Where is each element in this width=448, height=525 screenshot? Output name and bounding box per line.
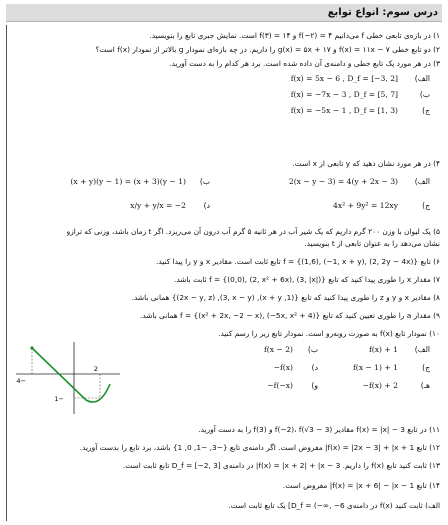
q4-label-a: الف) <box>414 177 430 186</box>
graph-label-x-left: −4 <box>16 377 26 385</box>
q4-label-d: د) <box>203 201 210 210</box>
q10-expr-d: −f(x) <box>273 363 293 372</box>
graph-label-x-right: 2 <box>93 365 98 373</box>
q10-label-e: هـ) <box>420 381 430 390</box>
q4-expr-d: x/y + y/x = −2 <box>130 201 186 210</box>
q10-expr-b: f(x − 2) <box>263 345 293 354</box>
q10-label-c: ج) <box>422 363 430 372</box>
question-11: ۱۱) در تابع f(x) = |x| − 3 مقادیر f(−2)، f(√3 − 3) و f(3) را به دست آورید. <box>198 425 440 434</box>
question-5-cont: نشان می‌دهد را به عنوان تابعی از t بنویسید. <box>304 239 440 248</box>
q10-label-f: و) <box>311 381 318 390</box>
q4-label-c: ج) <box>422 201 430 210</box>
q10-expr-f: −f(−x) <box>267 381 293 390</box>
q10-expr-c: f(x − 1) + 1 <box>352 363 398 372</box>
q10-label-b: ب) <box>307 345 318 354</box>
question-3: ۳) در هر مورد یک تابع خطی و دامنه‌ی آن داده شده است. برد هر کدام را به دست آورید. <box>169 59 440 68</box>
question-14-a: الف) ثابت کنید f(x) در دامنه‌ی D_f = (−∞, −6] یک تابع ثابت است. <box>228 501 440 510</box>
question-6: ۶) تابع f = {(1,6), (−1, x + y), (2, 2y − 4x)} تابع ثابت است. مقادیر x و y را پیدا کنید. <box>156 257 440 266</box>
q3-label-b: ب) <box>419 90 430 99</box>
q10-expr-e: −f(x) + 2 <box>362 381 398 390</box>
q10-expr-a: f(x) + 1 <box>368 345 398 354</box>
question-4: ۴) در هر مورد نشان دهید که y تابعی از x است. <box>292 159 440 168</box>
q4-expr-c: 4x² + 9y² = 12xy <box>333 201 398 210</box>
margin-rule <box>6 25 7 521</box>
graph-curve <box>32 348 110 402</box>
q4-expr-a: 2(x − y − 3) = 4(y + 2x − 3) <box>288 177 398 186</box>
q10-label-a: الف) <box>414 345 430 354</box>
function-graph <box>14 338 124 416</box>
q3-label-a: الف) <box>414 74 430 83</box>
lesson-title: درس سوم: انواع توابع <box>6 4 442 22</box>
question-1: ۱) در بازه‌ی تابعی خطی f می‌دانیم f(−۲) = ۴ و f(۳) = ۱۴ است. نمایش جبری تابع را بنویسید. <box>149 31 440 40</box>
question-13: ۱۳) ثابت کنید تابع f(x) را داریم. f(x) = |x + 2| + |x − 3| در دامنه‌ی D_f = [−2, 3] تابع ثابت است. <box>122 461 440 470</box>
q4-label-b: ب) <box>199 177 210 186</box>
graph-label-y-low: −1 <box>54 395 64 403</box>
q3-expr-b: f(x) = −7x − 3 , D_f = [5, 7] <box>290 90 398 99</box>
q3-expr-c: f(x) = −5x − 1 , D_f = [1, 3) <box>290 106 398 115</box>
q3-expr-a: f(x) = 5x − 6 , D_f = [−3, 2] <box>290 74 398 83</box>
question-7: ۷) مقدار x را طوری پیدا کنید که تابع f = {(0,0), (2, x² + 6x), (3, |x|)} ثابت باشد. <box>174 275 440 284</box>
question-2: ۲) دو تابع خطی f(x) = ۱۱x − ۷ و g(x) = ۵x + ۱۷ را داریم. در چه بازه‌ای نمودار g بالاتر از نمودار f(x) است؟ <box>95 45 440 54</box>
question-12: ۱۲) تابع f(x) = |2x − 3| + |x + 1| مفروض است. اگر دامنه‌ی تابع {−3, −1, 0, 1} باشد، برد تابع را بدست آورید. <box>79 443 440 452</box>
question-8: ۸) مقادیر x و y و z را طوری پیدا کنید که تابع {(1, x + y), (3, x − y), (2x − y, z)} همانی باشد. <box>131 293 440 302</box>
graph-start-point <box>30 346 33 349</box>
question-5: ۵) یک لیوان با وزن ۲۰۰ گرم داریم که یک شیر آب در هر ثانیه ۵ گرم آب درون آن می‌ریزد. اگر t زمان باشد، وزنی که ترازو <box>66 227 440 236</box>
question-10: ۱۰) نمودار تابع f(x) به صورت روبه‌رو است. نمودار تابع زیر را رسم کنید. <box>218 329 440 338</box>
q10-label-d: د) <box>311 363 318 372</box>
q3-label-c: ج) <box>422 106 430 115</box>
q4-expr-b: (x + y)(y − 1) = (x + 3)(y − 1) <box>70 177 186 186</box>
question-9: ۹) مقدار a را طوری تعیین کنید که تابع f = {(x² + 2x, −2 − x), (−5x, x² + 4)} همانی باشد. <box>139 311 440 320</box>
question-14: ۱۴) تابع f(x) = |x + 6| − |x − 1| مفروض است. <box>282 481 440 490</box>
